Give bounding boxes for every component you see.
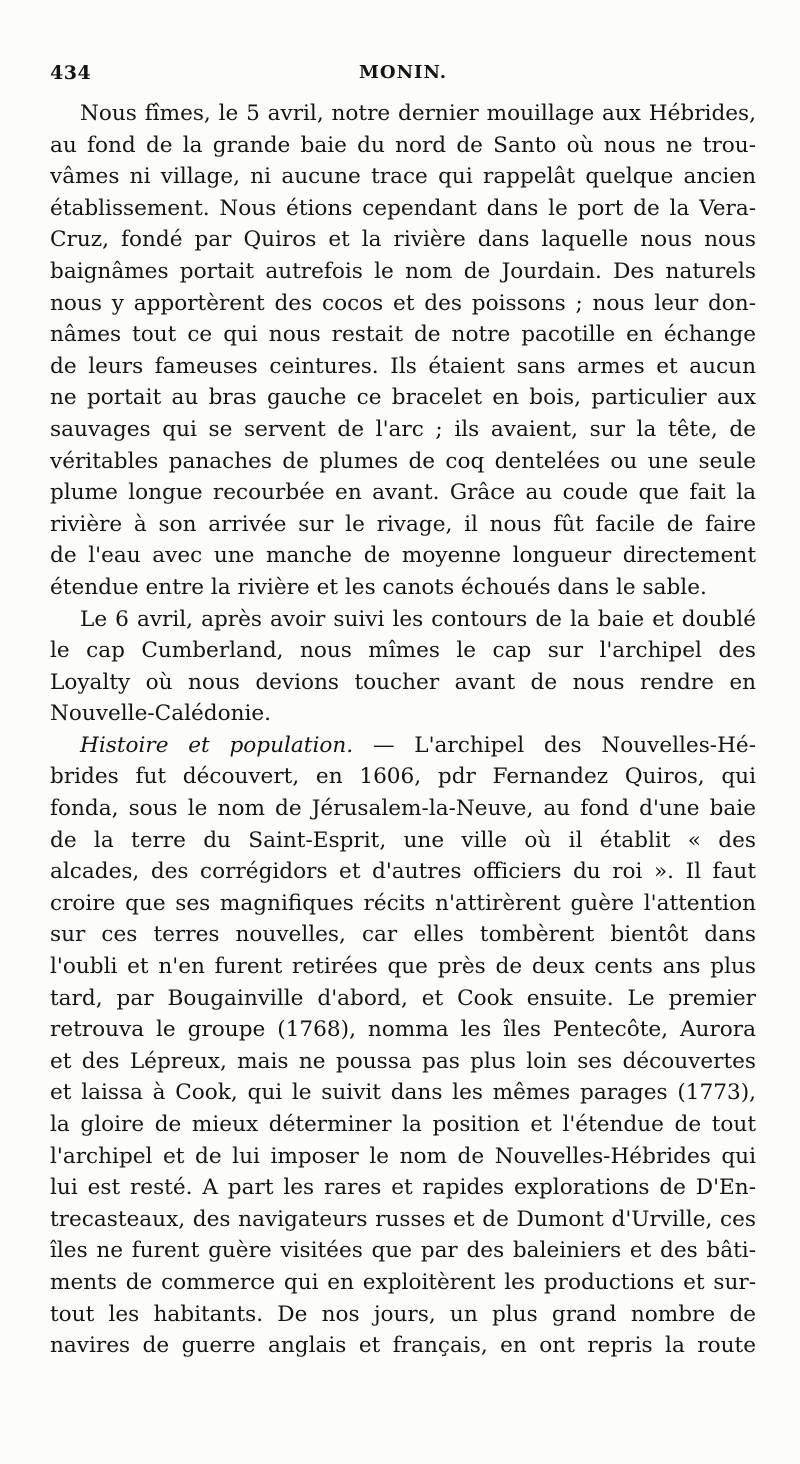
text-line: [50, 793, 756, 825]
text-line: [50, 761, 756, 793]
text-line: [50, 667, 756, 699]
line-text: nâmes tout ce qui nous restait de notre pacotille en échange: [50, 322, 756, 348]
text-line: [50, 983, 756, 1015]
line-text: îles ne furent guère visitées que par des baleiniers et des bâti-: [50, 1238, 756, 1264]
text-line: [50, 825, 756, 857]
text-line: [50, 698, 756, 730]
text-line: [50, 1172, 756, 1204]
text-line: [50, 572, 756, 604]
line-text: rivière à son arrivée sur le rivage, il nous fût facile de faire: [50, 511, 756, 537]
text-line: [50, 288, 756, 320]
line-text: alcades, des corrégidors et d'autres officiers du roi ». Il faut: [50, 859, 756, 885]
line-text: l'oubli et n'en furent retirées que près de deux cents ans plus: [50, 954, 756, 980]
line-text: Nouvelle-Calédonie.: [50, 701, 272, 727]
line-text: tard, par Bougainville d'abord, et Cook ensuite. Le premier: [50, 985, 756, 1011]
line-text: et laissa à Cook, qui le suivit dans les mêmes parages (1773),: [50, 1080, 756, 1106]
text-line: [50, 98, 756, 130]
line-text: fonda, sous le nom de Jérusalem-la-Neuve, au fond d'une baie: [50, 796, 756, 822]
line-text: navires de guerre anglais et français, en ont repris la route: [50, 1333, 756, 1359]
text-line: [50, 1267, 756, 1299]
running-title: MONIN.: [358, 62, 448, 83]
page-header: [50, 62, 756, 88]
text-line: [50, 856, 756, 888]
text-line: [50, 382, 756, 414]
line-text: et des Lépreux, mais ne poussa pas plus loin ses découvertes: [50, 1048, 756, 1074]
text-line: [50, 919, 756, 951]
line-text: — L'archipel des Nouvelles-Hé-: [353, 732, 756, 758]
line-text: tout les habitants. De nos jours, un plus grand nombre de: [50, 1301, 756, 1327]
text-line: [50, 888, 756, 920]
text-line: [50, 1204, 756, 1236]
text-line: [50, 1046, 756, 1078]
line-text: établissement. Nous étions cependant dans le port de la Vera-: [50, 195, 756, 221]
page-number: 434: [50, 62, 92, 84]
text-line: [50, 1109, 756, 1141]
line-text: Loyalty où nous devions toucher avant de nous rendre en: [50, 669, 756, 695]
line-text: sauvages qui se servent de l'arc ; ils avaient, sur la tête, de: [50, 416, 756, 442]
text-line: [50, 224, 756, 256]
line-text: le cap Cumberland, nous mîmes le cap sur l'archipel des: [50, 638, 756, 664]
text-line: [50, 1330, 756, 1362]
line-text: brides fut découvert, en 1606, pdr Fernandez Quiros, qui: [50, 764, 756, 790]
text-line: [50, 635, 756, 667]
text-line: [50, 1014, 756, 1046]
line-text: plume longue recourbée en avant. Grâce au coude que fait la: [50, 480, 756, 506]
text-line: [50, 1077, 756, 1109]
line-text: croire que ses magnifiques récits n'attirèrent guère l'attention: [50, 890, 756, 916]
text-line: [50, 193, 756, 225]
line-text: vâmes ni village, ni aucune trace qui rappelât quelque ancien: [50, 164, 756, 190]
text-line: [50, 509, 756, 541]
text-line: [50, 1299, 756, 1331]
line-text: véritables panaches de plumes de coq dentelées ou une seule: [50, 448, 756, 474]
text-line: [50, 1141, 756, 1173]
line-text: Le 6 avril, après avoir suivi les contours de la baie et doublé: [80, 606, 756, 632]
line-text: baignâmes portait autrefois le nom de Jourdain. Des naturels: [50, 258, 756, 284]
line-text: nous y apportèrent des cocos et des poissons ; nous leur don-: [50, 290, 756, 316]
text-line: [50, 446, 756, 478]
section-heading: Histoire et population.: [80, 732, 354, 758]
text-line: [50, 477, 756, 509]
line-text: ne portait au bras gauche ce bracelet en bois, particulier aux: [50, 385, 756, 411]
line-text: de la terre du Saint-Esprit, une ville où il établit « des: [50, 827, 756, 853]
text-line: [50, 604, 756, 636]
line-text: ments de commerce qui en exploitèrent les productions et sur-: [50, 1269, 756, 1295]
text-line: [50, 130, 756, 162]
line-text: étendue entre la rivière et les canots échoués dans le sable.: [50, 574, 707, 600]
line-text: lui est resté. A part les rares et rapides explorations de D'En-: [50, 1175, 756, 1201]
line-text: trecasteaux, des navigateurs russes et de Dumont d'Urville, ces: [50, 1206, 756, 1232]
text-line: [50, 414, 756, 446]
line-text: la gloire de mieux déterminer la position et l'étendue de tout: [50, 1112, 756, 1137]
text-line: [50, 351, 756, 383]
text-line: [50, 319, 756, 351]
text-line: [50, 730, 756, 762]
text-line: [50, 540, 756, 572]
line-text: Nous fîmes, le 5 avril, notre dernier mouillage aux Hébrides,: [80, 101, 756, 126]
line-text: au fond de la grande baie du nord de Santo où nous ne trou-: [50, 132, 756, 158]
line-text: Cruz, fondé par Quiros et la rivière dans laquelle nous nous: [50, 227, 756, 253]
line-text: de leurs fameuses ceintures. Ils étaient sans armes et aucun: [50, 353, 756, 379]
line-text: sur ces terres nouvelles, car elles tombèrent bientôt dans: [50, 922, 756, 948]
line-text: retrouva le groupe (1768), nomma les îles Pentecôte, Aurora: [50, 1017, 756, 1043]
text-line: [50, 161, 756, 193]
text-line: [50, 951, 756, 983]
text-line: [50, 1235, 756, 1267]
line-text: l'archipel et de lui imposer le nom de Nouvelles-Hébrides qui: [50, 1143, 756, 1169]
line-text: de l'eau avec une manche de moyenne longueur directement: [50, 543, 756, 569]
text-line: [50, 256, 756, 288]
body-text: [50, 98, 756, 1362]
